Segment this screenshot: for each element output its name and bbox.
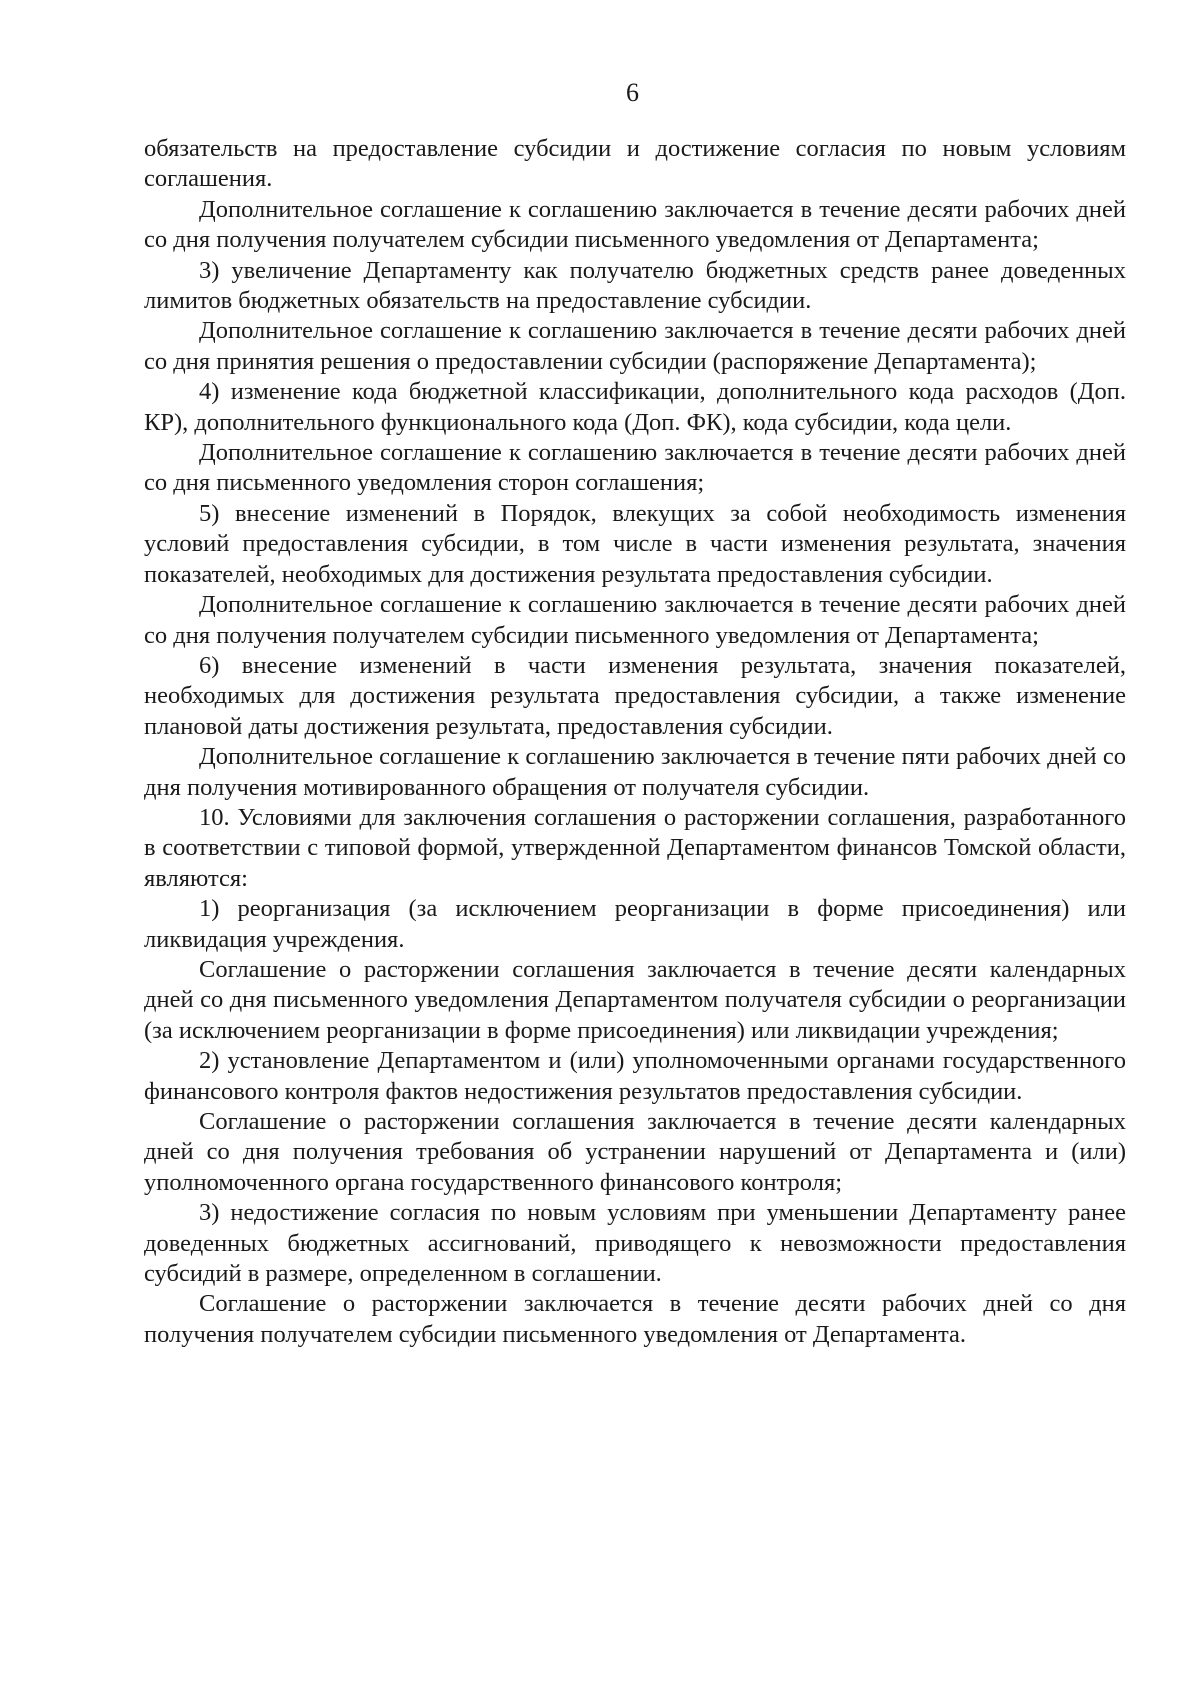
page-number: 6 xyxy=(626,78,639,107)
paragraph: Дополнительное соглашение к соглашению заключается в течение десяти рабочих дней со дня принятия решения о предоставлении субсидии (распоряжение Департамента); xyxy=(144,317,1126,375)
paragraph: Дополнительное соглашение к соглашению заключается в течение десяти рабочих дней со дня получения получателем субсидии письменного уведомления от Департамента; xyxy=(144,195,1126,254)
document-body xyxy=(144,134,1126,1350)
paragraph: Дополнительное соглашение к соглашению заключается в течение пяти рабочих дней со дня получения мотивированного обращения от получателя субсидии. xyxy=(144,743,1126,801)
paragraph: Дополнительное соглашение к соглашению заключается в течение десяти рабочих дней со дня получения получателем субсидии письменного уведомления от Департамента; xyxy=(144,591,1126,649)
paragraph: 6) внесение изменений в части изменения результата, значения показателей, необходимых для достижения результата предоставления субсидии, а также изменение плановой даты достижения результата, предоставления субсидии. xyxy=(144,651,1126,740)
paragraph: 10. Условиями для заключения соглашения о расторжении соглашения, разработанного в соответствии с типовой формой, утвержденной Департаментом финансов Томской области, являются: xyxy=(144,803,1126,892)
paragraph: Соглашение о расторжении соглашения заключается в течение десяти календарных дней со дня получения требования об устранении нарушений от Департамента и (или) уполномоченного органа государственного финансового контроля; xyxy=(144,1108,1126,1196)
paragraph: 2) установление Департаментом и (или) уполномоченными органами государственного финансового контроля фактов недостижения результатов предоставления субсидии. xyxy=(144,1047,1126,1105)
paragraph: обязательств на предоставление субсидии и достижение согласия по новым условиям соглашения. xyxy=(144,135,1126,193)
paragraph: Соглашение о расторжении заключается в течение десяти рабочих дней со дня получения получателем субсидии письменного уведомления от Департамента. xyxy=(144,1290,1126,1348)
paragraph: 5) внесение изменений в Порядок, влекущих за собой необходимость изменения условий предоставления субсидии, в том числе в части изменения результата, значения показателей, необходимых для достижения результата предоставления субсидии. xyxy=(144,499,1126,588)
paragraph: 4) изменение кода бюджетной классификации, дополнительного кода расходов (Доп. КР), дополнительного функционального кода (Доп. ФК), кода субсидии, кода цели. xyxy=(144,378,1126,436)
paragraph: Дополнительное соглашение к соглашению заключается в течение десяти рабочих дней со дня письменного уведомления сторон соглашения; xyxy=(144,439,1126,497)
paragraph: 1) реорганизация (за исключением реорганизации в форме присоединения) или ликвидация учреждения. xyxy=(144,895,1126,953)
paragraph: 3) недостижение согласия по новым условиям при уменьшении Департаменту ранее доведенных бюджетных ассигнований, приводящего к невозможности предоставления субсидий в размере, определенном в соглашении. xyxy=(144,1199,1126,1288)
paragraph: 3) увеличение Департаменту как получателю бюджетных средств ранее доведенных лимитов бюджетных обязательств на предоставление субсидии. xyxy=(144,256,1126,315)
paragraph: Соглашение о расторжении соглашения заключается в течение десяти календарных дней со дня письменного уведомления Департаментом получателя субсидии о реорганизации (за исключением реорганизации в форме присоединения) или ликвидации учреждения; xyxy=(144,955,1126,1044)
